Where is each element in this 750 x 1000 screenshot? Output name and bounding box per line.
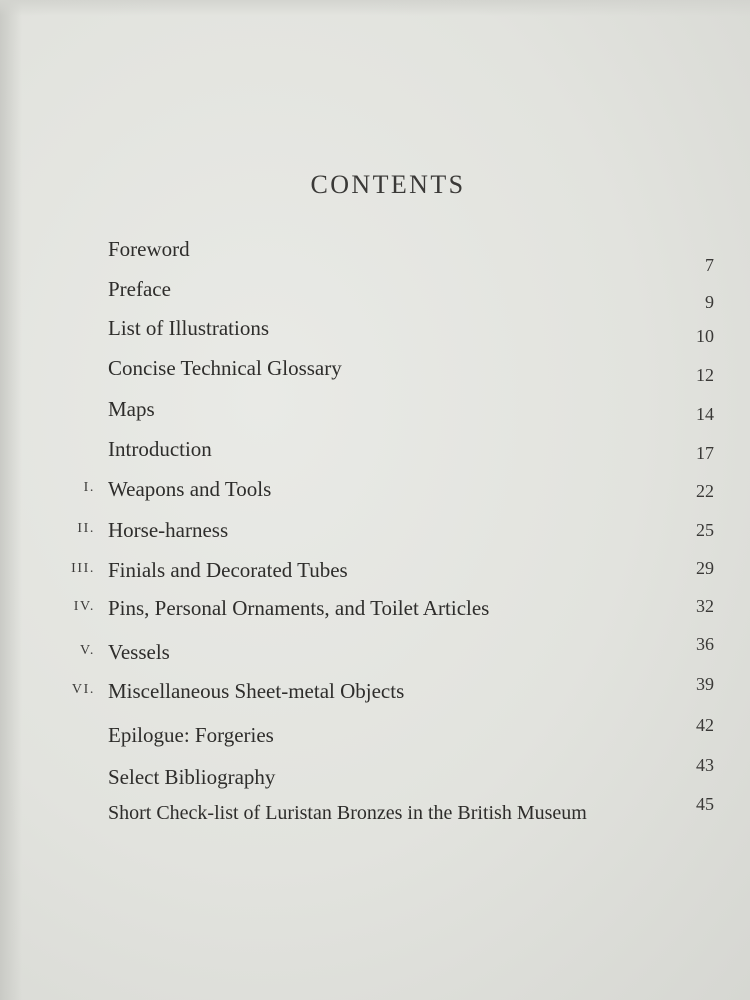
toc-entry-chapter-3 [0,558,750,588]
toc-entry-maps [0,397,750,427]
entry-page-number: 42 [696,715,714,735]
entry-title: Pins, Personal Ornaments, and Toilet Articles [108,596,490,620]
entry-title: Foreword [108,237,190,261]
entry-page-number: 14 [696,404,714,424]
entry-page-number: 32 [696,596,714,616]
entry-page-number: 9 [705,292,714,312]
entry-title: List of Illustrations [108,316,269,340]
entry-title: Maps [108,397,155,421]
entry-title: Weapons and Tools [108,477,272,501]
toc-entry-preface [0,277,750,312]
toc-entry-chapter-2 [0,518,750,548]
contents-heading: CONTENTS [310,170,466,199]
toc-entry-chapter-6 [0,674,750,709]
chapter-numeral: II. [77,521,95,536]
entry-page-number: 45 [696,794,714,814]
entry-page-number: 10 [696,326,714,346]
entry-title: Select Bibliography [108,765,276,789]
entry-title: Miscellaneous Sheet-metal Objects [108,679,405,703]
toc-entry-introduction [0,437,750,467]
toc-entry-check-list [0,794,750,832]
entry-title: Preface [108,277,171,301]
entry-page-number: 25 [696,520,714,540]
toc-entry-foreword [0,237,750,275]
toc-entry-chapter-4 [0,596,750,626]
entry-title: Epilogue: Forgeries [108,723,274,747]
toc-entry-epilogue [0,715,750,753]
entry-page-number: 7 [705,255,714,275]
chapter-numeral: III. [71,561,95,576]
entry-title: Horse-harness [108,518,229,542]
entry-page-number: 39 [696,674,714,694]
chapter-numeral: V. [79,643,95,658]
entry-title: Concise Technical Glossary [108,356,342,380]
entry-page-number: 36 [696,634,714,654]
entry-page-number: 22 [696,481,714,501]
entry-title: Finials and Decorated Tubes [108,558,348,582]
entry-page-number: 29 [696,558,714,578]
entry-page-number: 43 [696,755,714,775]
toc-entry-bibliography [0,755,750,795]
toc-entry-chapter-5 [0,634,750,670]
entry-title: Introduction [108,437,212,461]
chapter-numeral: I. [83,480,95,495]
entry-title: Vessels [108,640,170,664]
toc-entry-list-of-illustrations [0,316,750,346]
toc-entry-chapter-1 [0,477,750,507]
toc-entry-glossary [0,356,750,386]
entry-page-number: 17 [696,443,714,463]
entry-page-number: 12 [696,365,714,385]
chapter-numeral: IV. [73,599,95,614]
chapter-numeral: VI. [71,682,95,697]
entry-title: Short Check-list of Luristan Bronzes in the British Museum [108,802,587,824]
